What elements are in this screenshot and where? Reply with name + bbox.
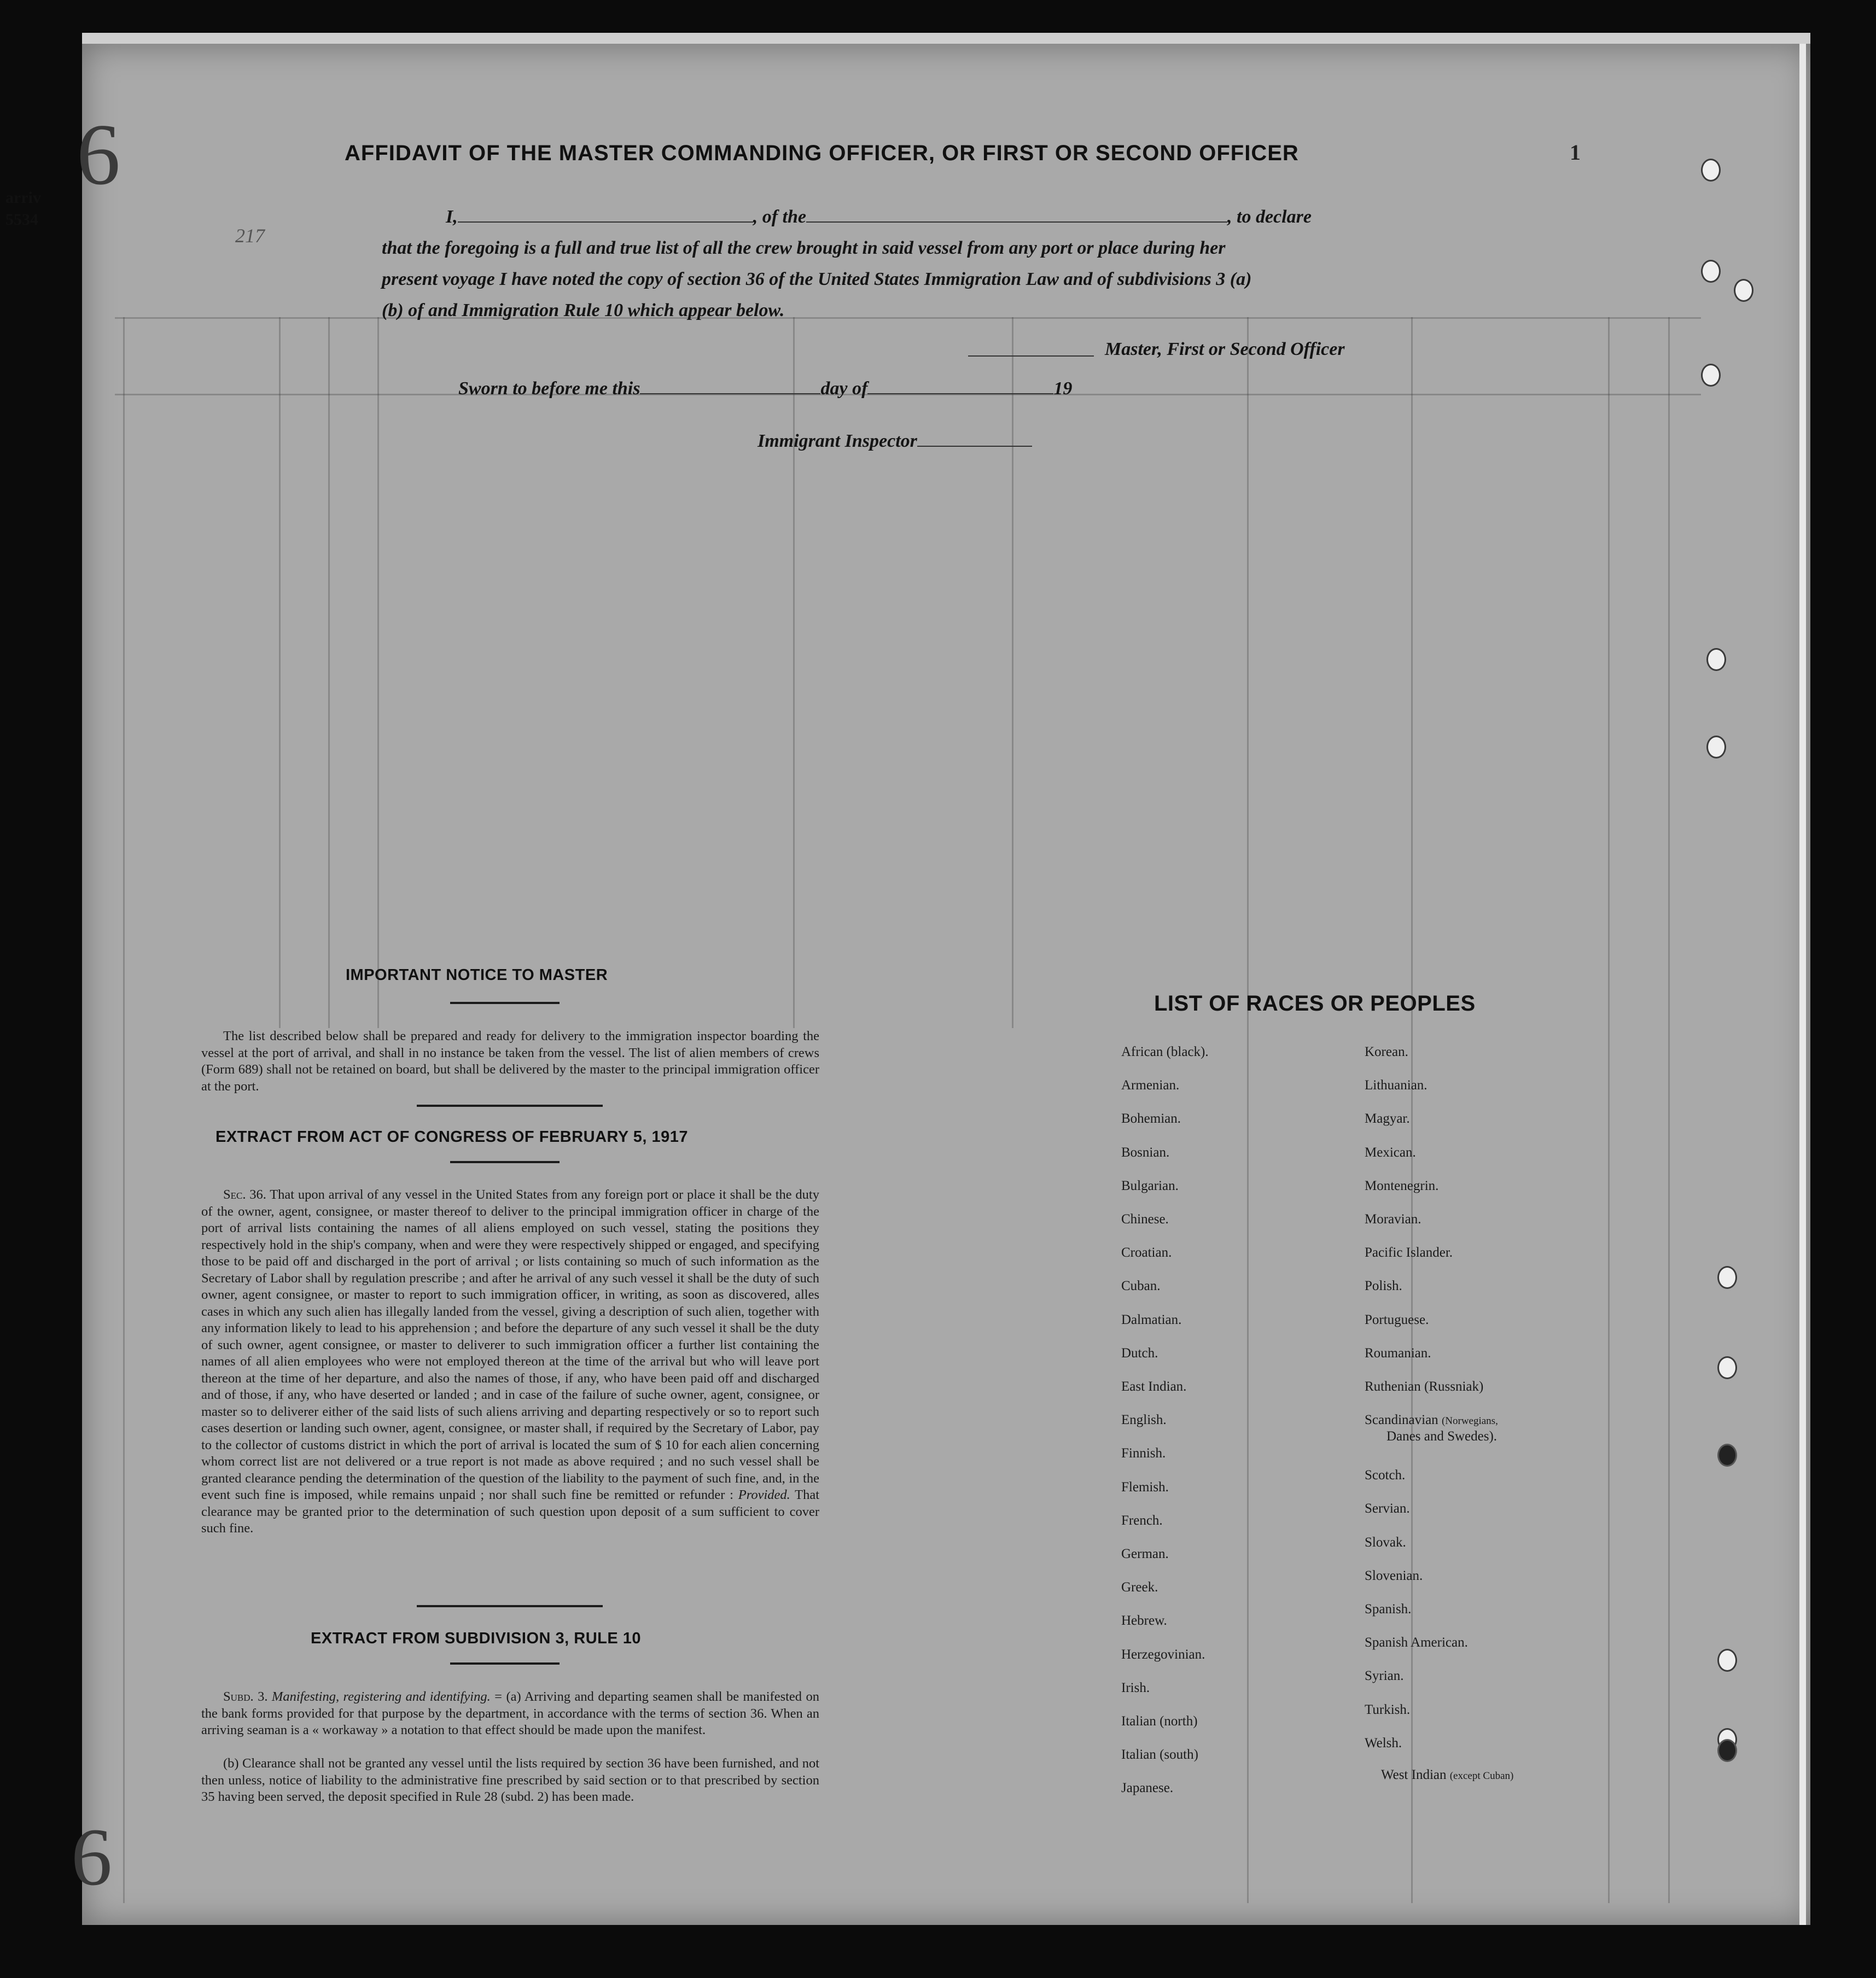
margin-code: 5534 [5,211,38,229]
bleed-through-rule [793,317,795,1028]
paper-top-edge [82,33,1810,44]
race-item: Chinese. [1121,1212,1169,1227]
inspector-label: Immigrant Inspector [758,431,917,451]
race-item: French. [1121,1513,1163,1528]
margin-mark: 6 [71,1812,112,1903]
race-item: Flemish. [1121,1479,1169,1495]
race-item: Finnish. [1121,1446,1166,1461]
sworn-day-label: day of [820,378,868,399]
section-label: Sec. 36. [223,1187,266,1202]
sworn-day-blank[interactable] [640,393,820,394]
margin-code: arriv [5,189,41,207]
notice-text: The list described below shall be prepared and ready for delivery to the immigration inspector boarding the vessel at the port of arrival, and shall in no instance be taken from the vessel. The list of alien members of crews (Form 689) shall not be retained on board, but shall be delivered by the master to the principal immigration officer at the port. [201,1029,819,1094]
race-item: Hebrew. [1121,1613,1167,1629]
binder-hole [1706,648,1726,671]
affidavit-line-2: that the foregoing is a full and true list of all the crew brought in said vessel from any port or place during her [382,238,1226,258]
race-item: Servian. [1365,1501,1410,1516]
binder-hole [1717,1266,1737,1289]
race-item: Montenegrin. [1365,1178,1439,1193]
manifest-page [5,44,1810,1925]
section-body: That upon arrival of any vessel in the United States from any foreign port or place it shall be the duty of the owner, agent, consignee, or master thereof to deliver to the principal immigration officer in charge of the port of arrival lists containing the names of all aliens employed on such vessel, stating the positions they respectively hold in the ship's company, when and were they were respectively shipped or engaged, and specifying those to be paid off and discharged in the port of arrival ; or lists containing so much of such information as the Secretary of Labor shall by regulation prescribe ; and after he arrival of any such vessel it shall be the duty of such owner, agent consignee, or master to report to such immigration officer, in writing, as soon as discovered, alles cases in which any such alien has illegally landed from the vessel, giving a description of such alien, together with any information likely to lead to his apprehension ; and before the departure of any such vessel it shall be the duty of such owner, agent consignee, or master to deliverer to such immigration officer a further list containing the names of all alien employees who were not employed thereon at the time of the arrival but who will leave port thereon at the time of her departure, and also the names of those, if any, who have been paid off and discharged and of those, if any, who have deserted or landed ; and in case of the failure of suche owner, agent, consignee, or master so to deliverer either of the said lists of such aliens arriving and departing respectively or so to report such cases desertion or landing such owner, agent, consignee, or master shall, if required by the Secretary of Labor, pay to the collector of customs district in which the port of arrival is located the sum of $ 10 for each alien concerning whom correct list are not delivered or a true report is not made as above required ; and no such vessel shall be granted clearance pending the determination of the question of the liability to the payment of such fine, and, in the event such fine is imposed, while remains unpaid ; nor shall such fine be remitted or refunder : [201,1187,819,1502]
race-item: Moravian. [1365,1212,1421,1227]
subd-title: Manifesting, registering and identifying. [271,1689,491,1704]
affidavit-line-4: (b) of and Immigration Rule 10 which appear below. [382,300,785,320]
sworn-year: 19 [1053,378,1073,399]
extract-act-end-rule [417,1605,603,1607]
margin-mark: 6 [77,106,120,203]
affidavit-line-1-suffix: , to declare [1227,207,1312,227]
race-item: Spanish American. [1365,1635,1468,1650]
bleed-through-rule [279,317,281,1028]
notice-heading: IMPORTANT NOTICE TO MASTER [346,966,608,984]
subd-label: Subd. 3. [223,1689,268,1704]
race-item: Polish. [1365,1279,1402,1294]
extract-rule-text-a [201,1689,819,1739]
race-item: Dalmatian. [1121,1312,1182,1327]
bleed-through-rule [1012,317,1013,1028]
provided-word: Provided. [738,1487,790,1502]
bleed-through-rule [1411,317,1413,1903]
extract-rule-text-b: (b) Clearance shall not be granted any vessel until the lists required by section 36 have been furnished, and not then unless, notice of liability to the administrative fine prescribed by said section or to that prescribed by section 35 having been served, the deposit specified in Rule 28 (subd. 2) has been made. [201,1756,819,1804]
race-item: Welsh. [1365,1735,1402,1751]
binder-hole [1706,736,1726,758]
bleed-through-rule [1247,317,1249,1903]
sworn-month-blank[interactable] [867,393,1053,394]
race-item: Lithuanian. [1365,1078,1428,1093]
binder-hole [1717,1739,1737,1762]
extract-act-text [201,1187,819,1537]
bleed-through-rule [328,317,330,1028]
sworn-line [458,378,1072,399]
race-item: Greek. [1121,1580,1158,1595]
race-item: Bosnian. [1121,1145,1170,1160]
affidavit-line-1 [446,207,1312,227]
race-item: Bohemian. [1121,1111,1181,1127]
binder-hole [1717,1649,1737,1672]
race-item: Croatian. [1121,1245,1172,1261]
affidavit-title: AFFIDAVIT OF THE MASTER COMMANDING OFFICER, OR FIRST OR SECOND OFFICER [345,141,1299,165]
race-item: Scandinavian (Norwegians, [1365,1413,1498,1428]
race-item: Bulgarian. [1121,1178,1179,1193]
race-item: African (black). [1121,1045,1209,1059]
race-item: Irish. [1121,1680,1150,1695]
race-item: English. [1121,1413,1167,1428]
master-name-blank[interactable] [458,221,753,223]
vessel-name-blank[interactable] [806,221,1227,223]
binder-hole [1701,260,1721,283]
extract-rule-heading: EXTRACT FROM SUBDIVISION 3, RULE 10 [311,1630,642,1647]
race-item: Armenian. [1121,1078,1180,1093]
race-item: Ruthenian (Russniak) [1365,1379,1484,1394]
race-item: Pacific Islander. [1365,1245,1453,1261]
affidavit-line-1-middle: , of the [753,207,807,227]
extract-act-heading: EXTRACT FROM ACT OF CONGRESS OF FEBRUARY 5, 1917 [215,1128,689,1146]
extract-act-rule [450,1161,560,1163]
race-item: Mexican. [1365,1145,1416,1160]
binder-hole [1717,1444,1737,1467]
bleed-through-rule [377,317,379,1028]
race-item: Dutch. [1121,1345,1158,1361]
inspector-blank[interactable] [917,446,1032,447]
race-item: Roumanian. [1365,1345,1431,1361]
bleed-through-rule [123,317,125,1903]
binder-hole [1701,159,1721,182]
subd-text-a: = (a) Arriving and departing seamen shall be manifested on the bank forms provided for that purpose by the department, in accordance with the terms of section 36. When an arriving seaman is a « workaway » a notation to that effect should be made upon the manifest. [201,1689,819,1737]
signature-blank[interactable] [968,339,1094,357]
signature-label: Master, First or Second Officer [1105,339,1345,359]
race-item: Scotch. [1365,1468,1406,1483]
paper-right-edge [1799,44,1806,1925]
binder-hole [1734,279,1753,302]
race-item: Turkish. [1365,1702,1411,1717]
race-item: West Indian (except Cuban) [1381,1767,1514,1782]
handwritten-number: 217 [235,225,265,247]
section-body-end: That clearance may be granted prior to the determination of such question upon deposit of a sum sufficient to cover such fine. [201,1487,820,1536]
binder-hole [1701,364,1721,387]
race-item: East Indian. [1121,1379,1187,1394]
race-item: Slovenian. [1365,1568,1423,1583]
race-item: Italian (north) [1121,1714,1198,1729]
race-item: German. [1121,1547,1169,1561]
race-item: Portuguese. [1365,1312,1429,1327]
races-title: LIST OF RACES OR PEOPLES [1154,991,1476,1016]
race-item: Italian (south) [1121,1747,1198,1763]
race-item: Korean. [1365,1045,1408,1059]
race-item: Spanish. [1365,1601,1412,1617]
page-mark: 1 [1570,140,1581,165]
sworn-prefix: Sworn to before me this [458,378,640,399]
inspector-line [758,431,1032,452]
race-item: Cuban. [1121,1279,1161,1294]
race-item: Magyar. [1365,1111,1410,1127]
bleed-through-rule [1668,317,1670,1903]
affidavit-line-3: present voyage I have noted the copy of section 36 of the United States Immigration Law and of subdivisions 3 (a) [382,269,1252,289]
race-item-continued: Danes and Swedes). [1386,1429,1498,1444]
notice-end-rule [417,1105,603,1107]
affidavit-line-1-prefix: I, [446,207,458,227]
race-item: Slovak. [1365,1534,1406,1550]
binder-hole [1717,1356,1737,1379]
race-item: Syrian. [1365,1668,1404,1684]
notice-rule [450,1002,560,1004]
bleed-through-rule [1608,317,1610,1903]
race-item: Herzegovinian. [1121,1647,1205,1662]
extract-rule-rule [450,1662,560,1665]
race-item: Japanese. [1121,1781,1174,1796]
bleed-through-rule [115,317,1701,319]
